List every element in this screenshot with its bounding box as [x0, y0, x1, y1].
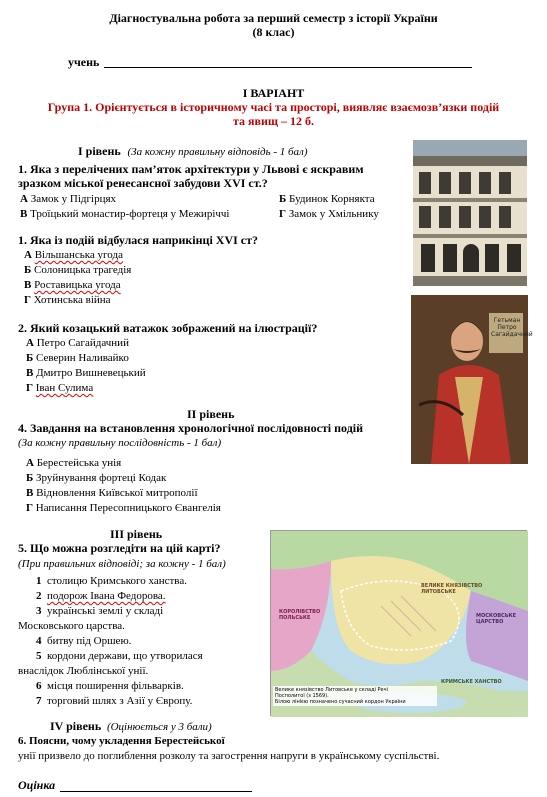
portrait-caption: Гетьман Петро Сагайдачний [491, 317, 533, 338]
q1-option-b[interactable]: Б Будинок Корнякта [279, 193, 375, 205]
q1-option-a[interactable]: А Замок у Підгірцях [20, 193, 117, 205]
historical-map [270, 530, 527, 716]
variant-title: І ВАРІАНТ [242, 86, 305, 100]
doc-subtitle: (8 клас) [252, 25, 295, 39]
q1-option-v[interactable]: В Троїцький монастир-фортеця у Межиріччі [20, 208, 230, 220]
q5-item-3-cont: Московського царства. [18, 620, 125, 632]
map-legend: Велике князівство Литовське у складі Речі Посполитої (з 1569). Білою лінією позначено сучасний кордон України [273, 686, 437, 706]
q3-option-g[interactable]: Г Іван Сулима [26, 382, 94, 394]
map-label-lithuania: ВЕЛИКЕ КНЯЗІВСТВО ЛИТОВСЬКЕ [421, 583, 483, 595]
group-line1: Група 1. Орієнтується в історичному часі та просторі, виявляє взаємозв’язки подій [47, 100, 500, 114]
q4-option-g[interactable]: Г Написання Пересопницького Євангелія [26, 502, 221, 514]
level1-title: І рівень [78, 144, 121, 158]
q6-line2: унії призвело до поглиблення розколу та загострення напруги в українському суспільстві. [18, 750, 440, 762]
building-photo [413, 140, 527, 286]
level4-heading: IV рівень (Оцінюється у 3 бали) [50, 719, 212, 733]
q1-line1: 1. Яка з перелічених пам’яток архітектури у Львові є яскравим [18, 162, 364, 176]
q6-line1: 6. Поясни, чому укладення Берестейської [18, 735, 225, 747]
student-name-line[interactable] [104, 67, 472, 68]
q2-text: 1. Яка із подій відбулася наприкінці XVI ст? [18, 233, 259, 247]
q4-text: 4. Завдання на встановлення хронологічної послідовності подій [18, 421, 364, 435]
q5-item-2[interactable]: 2 подорож Івана Федорова. [36, 590, 166, 602]
level2-note: (За кожну правильну послідовність - 1 бал) [18, 437, 222, 449]
map-label-moscow: МОСКОВСЬКЕ ЦАРСТВО [476, 613, 517, 625]
level3-title: ІІІ рівень [110, 527, 163, 541]
q4-option-a[interactable]: А Берестейська унія [26, 457, 122, 469]
q1-option-g[interactable]: Г Замок у Хмільнику [279, 208, 379, 220]
q5-item-5-cont: внаслідок Люблінської унії. [18, 665, 149, 677]
q5-item-3[interactable]: 3 українські землі у складі [36, 605, 164, 617]
map-label-crimea: КРИМСЬКЕ ХАНСТВО [441, 679, 502, 685]
hetman-portrait [411, 295, 533, 464]
q5-item-1[interactable]: 1 столицю Кримського ханства. [36, 575, 187, 587]
level1-note: (За кожну правильну відповідь - 1 бал) [127, 146, 308, 158]
q5-item-4[interactable]: 4 битву під Оршею. [36, 635, 132, 647]
q3-option-a[interactable]: А Петро Сагайдачний [26, 337, 129, 349]
grade-line[interactable] [60, 791, 252, 792]
q5-item-7[interactable]: 7 торговий шлях з Азії у Європу. [36, 695, 193, 707]
level3-note: (При правильних відповіді; за кожну - 1 бал) [18, 558, 226, 570]
q3-option-b[interactable]: Б Северин Наливайко [26, 352, 129, 364]
group-line2: та явищ – 12 б. [232, 114, 315, 128]
map-label-poland: КОРОЛІВСТВО ПОЛЬСЬКЕ [279, 609, 321, 621]
q2-option-b[interactable]: Б Солоницька трагедія [24, 264, 132, 276]
q4-option-b[interactable]: Б Зруйнування фортеці Кодак [26, 472, 167, 484]
q4-option-v[interactable]: В Відновлення Київської митрополії [26, 487, 198, 499]
q2-option-g[interactable]: Г Хотинська війна [24, 294, 111, 306]
q3-text: 2. Який козацький ватажок зображений на ілюстрації? [18, 321, 318, 335]
level1-heading [78, 145, 308, 159]
grade-label: Оцінка [18, 778, 56, 792]
q2-option-v[interactable]: В Роставицька угода [24, 279, 121, 291]
q5-item-5[interactable]: 5 кордони держави, що утворилася [36, 650, 203, 662]
level2-title: ІІ рівень [187, 407, 235, 421]
q5-item-6[interactable]: 6 місця поширення фільварків. [36, 680, 184, 692]
q1-line2: зразком міської ренесансної забудови XVI ст.? [18, 176, 268, 190]
doc-title: Діагностувальна робота за перший семестр з історії України [109, 11, 438, 25]
q5-text: 5. Що можна розгледіти на цій карті? [18, 541, 221, 555]
q2-option-a[interactable]: А Вільшанська угода [24, 249, 123, 261]
student-label: учень [68, 55, 100, 69]
q3-option-v[interactable]: В Дмитро Вишневецький [26, 367, 146, 379]
